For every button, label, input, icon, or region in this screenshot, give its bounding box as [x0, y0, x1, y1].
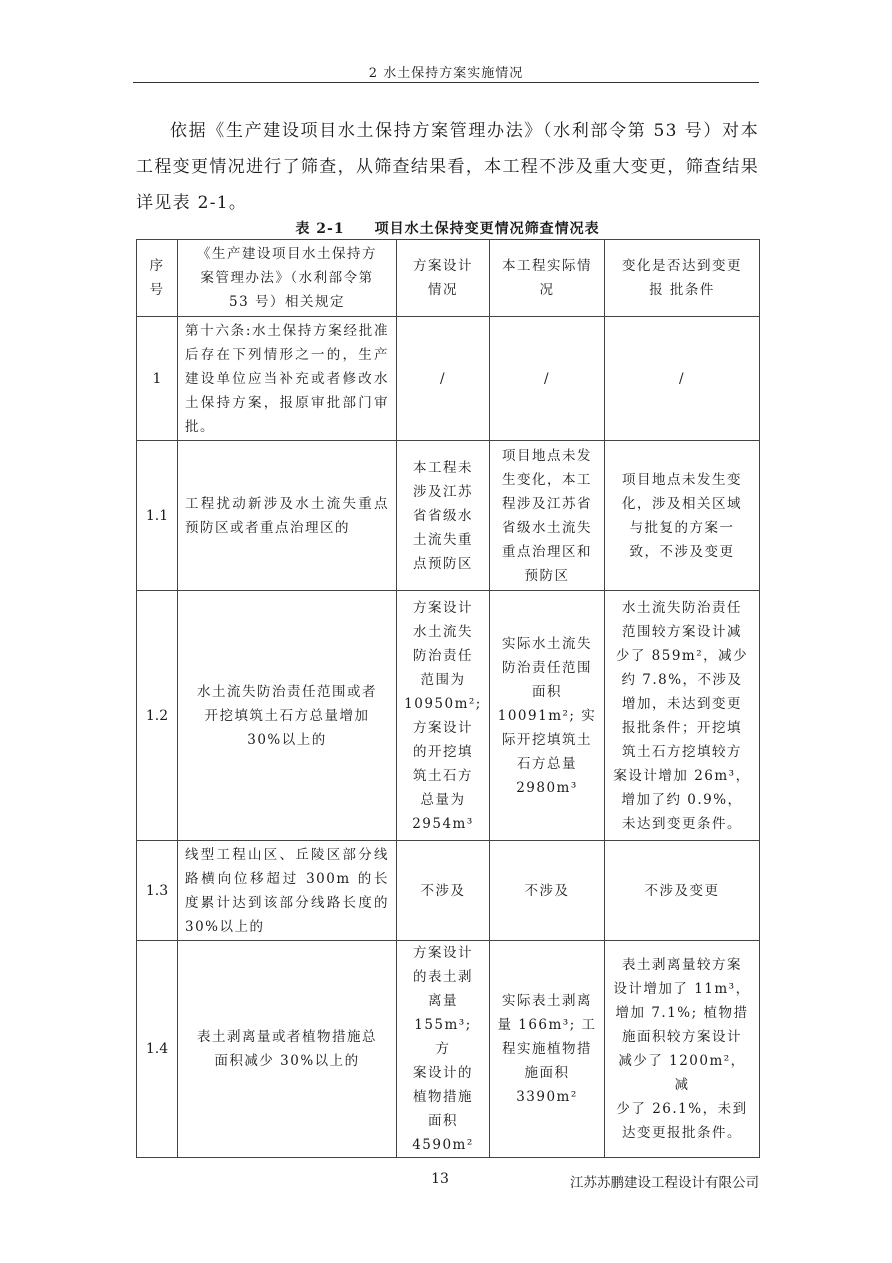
regulation-cell: 水土流失防治责任范围或者 开挖填筑土石方总量增加 30%以上的 [178, 591, 397, 841]
result-cell: 不涉及变更 [605, 841, 760, 941]
actual-cell: 实际表土剥离 量 166m³; 工 程实施植物措 施面积 3390m² [490, 941, 605, 1158]
actual-cell: 项目地点未发 生变化，本工 程涉及江苏省 省级水土流失 重点治理区和 预防区 [490, 441, 605, 591]
table-caption-number: 表 2-1 [295, 221, 345, 237]
design-cell: 方案设计 的表土剥 离量 155m³; 方 案设计的 植物措施 面积 4590m² [397, 941, 490, 1158]
result-cell: 表土剥离量较方案 设计增加了 11m³， 增加 7.1%; 植物措 施面积较方案设计 减少了 1200m²，减 少了 26.1%，未到 达变更报批条件。 [605, 941, 760, 1158]
change-screening-table [136, 239, 760, 1158]
result-cell: / [605, 317, 760, 441]
intro-paragraph: 依据《生产建设项目水土保持方案管理办法》（水利部令第 53 号）对本工程变更情况进行了筛查，从筛查结果看，本工程不涉及重大变更，筛查结果详见表 2-1。 [136, 121, 759, 213]
regulation-cell: 第十六条:水土保持方案经批准后存在下列情形之一的，生产建设单位应当补充或者修改水土保持方案，报原审批部门审批。 [178, 317, 397, 441]
row-number: 1 [137, 317, 178, 441]
table-caption [136, 218, 759, 238]
result-cell: 项目地点未发生变 化，涉及相关区域 与批复的方案一 致，不涉及变更 [605, 441, 760, 591]
table-row [137, 941, 760, 1158]
column-header-design: 方案设计 情况 [397, 240, 490, 317]
row-number: 1.4 [137, 941, 178, 1158]
row-number: 1.2 [137, 591, 178, 841]
table-header-row [137, 240, 760, 317]
column-header-result: 变化是否达到变更 报 批条件 [605, 240, 760, 317]
design-cell: / [397, 317, 490, 441]
table-caption-title: 项目水土保持变更情况筛查情况表 [374, 221, 600, 237]
column-header-actual: 本工程实际情 况 [490, 240, 605, 317]
regulation-cell: 线型工程山区、丘陵区部分线路横向位移超过 300m 的长度累计达到该部分线路长度的 30%以上的 [178, 841, 397, 941]
company-name: 江苏苏鹏建设工程设计有限公司 [570, 1175, 759, 1191]
actual-cell: 不涉及 [490, 841, 605, 941]
running-header: 2 水土保持方案实施情况 [368, 66, 524, 81]
column-header-regulation: 《生产建设项目水土保持方 案管理办法》（水利部令第 53 号）相关规定 [178, 240, 397, 317]
actual-cell: / [490, 317, 605, 441]
row-number: 1.1 [137, 441, 178, 591]
row-number: 1.3 [137, 841, 178, 941]
table-row [137, 841, 760, 941]
design-cell: 不涉及 [397, 841, 490, 941]
regulation-cell: 工程扰动新涉及水土流失重点预防区或者重点治理区的 [178, 441, 397, 591]
result-cell: 水土流失防治责任 范围较方案设计减 少了 859m²，减少 约 7.8%，不涉及 增加，未达到变更 报批条件；开挖填 筑土石方挖填较方 案设计增加 26m³， 增加了约 0.9%， 未达到变更条件。 [605, 591, 760, 841]
design-cell: 本工程未 涉及江苏 省省级水 土流失重 点预防区 [397, 441, 490, 591]
column-header-number: 序 号 [137, 240, 178, 317]
design-cell: 方案设计 水土流失 防治责任 范围为 10950m²; 方案设计 的开挖填 筑土石方 总量为 2954m³ [397, 591, 490, 841]
actual-cell: 实际水土流失 防治责任范围 面积 10091m²; 实 际开挖填筑土 石方总量 2980m³ [490, 591, 605, 841]
page-number: 13 [431, 1171, 449, 1187]
table-row [137, 441, 760, 591]
regulation-cell: 表土剥离量或者植物措施总 面积减少 30%以上的 [178, 941, 397, 1158]
table-row [137, 317, 760, 441]
header-divider [133, 82, 759, 83]
table-row [137, 591, 760, 841]
